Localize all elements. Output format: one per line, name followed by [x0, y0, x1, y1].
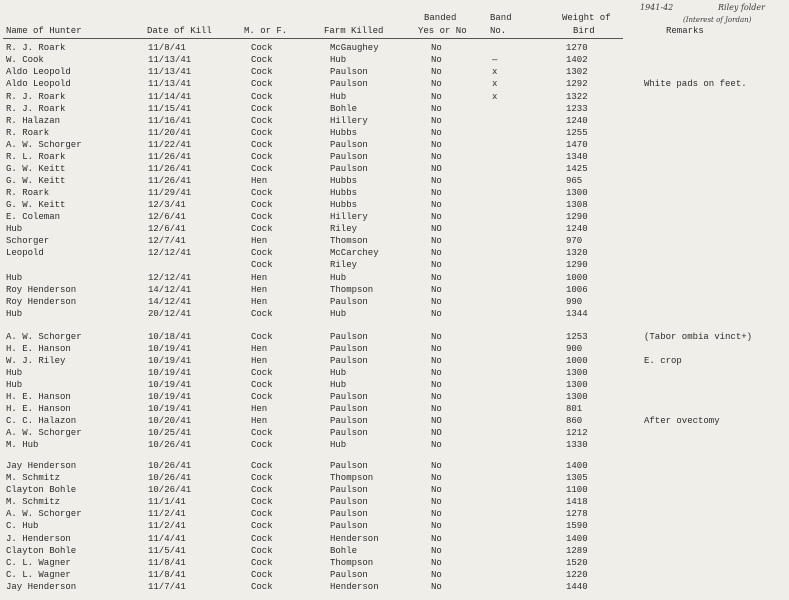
weight-cell: 1278 [566, 509, 588, 519]
date-cell: 10/19/41 [148, 392, 192, 402]
farm-cell: McGaughey [330, 43, 379, 53]
farm-cell: Bohle [330, 546, 358, 556]
farm-cell: Paulson [330, 344, 368, 354]
farm-cell: Paulson [330, 356, 368, 366]
banded-cell: No [431, 92, 442, 102]
banded-cell: No [431, 200, 442, 210]
banded-cell: No [431, 380, 442, 390]
farm-cell: Thompson [330, 285, 374, 295]
hunter-cell: Jay Henderson [6, 461, 77, 471]
sex-cell: Hen [251, 356, 268, 366]
hunter-cell: J. Henderson [6, 534, 71, 544]
farm-cell: Paulson [330, 416, 368, 426]
banded-cell: No [431, 309, 442, 319]
hunter-cell: M. Schmitz [6, 497, 61, 507]
date-cell: 20/12/41 [148, 309, 192, 319]
hunter-cell: Hub [6, 273, 23, 283]
date-cell: 11/26/41 [148, 164, 192, 174]
hunter-cell: H. E. Hanson [6, 404, 71, 414]
handwritten-folder: Riley folder [718, 3, 765, 12]
date-cell: 12/7/41 [148, 236, 186, 246]
sex-cell: Hen [251, 404, 268, 414]
weight-cell: 970 [566, 236, 583, 246]
sex-cell: Cock [251, 368, 273, 378]
date-cell: 10/19/41 [148, 380, 192, 390]
banded-cell: NO [431, 224, 442, 234]
farm-cell: Hub [330, 55, 347, 65]
date-cell: 11/20/41 [148, 128, 192, 138]
hunter-cell: R. J. Roark [6, 104, 66, 114]
sex-cell: Cock [251, 260, 273, 270]
farm-cell: Hub [330, 309, 347, 319]
header-band-2: No. [490, 26, 507, 36]
farm-cell: Thompson [330, 558, 374, 568]
weight-cell: 1590 [566, 521, 588, 531]
date-cell: 11/26/41 [148, 152, 192, 162]
date-cell: 11/16/41 [148, 116, 192, 126]
farm-cell: Paulson [330, 164, 368, 174]
header-band-1: Band [490, 13, 512, 23]
weight-cell: 1290 [566, 212, 588, 222]
sex-cell: Cock [251, 128, 273, 138]
weight-cell: 1300 [566, 368, 588, 378]
farm-cell: Paulson [330, 392, 368, 402]
date-cell: 11/26/41 [148, 176, 192, 186]
sex-cell: Cock [251, 79, 273, 89]
sex-cell: Hen [251, 236, 268, 246]
banded-cell: No [431, 212, 442, 222]
sex-cell: Cock [251, 55, 273, 65]
date-cell: 11/8/41 [148, 558, 186, 568]
hunter-cell: Aldo Leopold [6, 79, 71, 89]
date-cell: 10/19/41 [148, 344, 192, 354]
farm-cell: Paulson [330, 140, 368, 150]
date-cell: 10/26/41 [148, 440, 192, 450]
hunter-cell: C. L. Wagner [6, 558, 71, 568]
banded-cell: NO [431, 416, 442, 426]
farm-cell: Hubbs [330, 128, 358, 138]
weight-cell: 1322 [566, 92, 588, 102]
hunter-cell: Hub [6, 368, 23, 378]
hunter-cell: R. Roark [6, 188, 50, 198]
remark-cell: E. crop [644, 356, 682, 366]
header-weight-2: Bird [573, 26, 595, 36]
date-cell: 10/26/41 [148, 461, 192, 471]
sex-cell: Cock [251, 140, 273, 150]
banded-cell: No [431, 521, 442, 531]
hunter-cell: Clayton Bohle [6, 546, 77, 556]
date-cell: 11/2/41 [148, 509, 186, 519]
header-remarks: Remarks [666, 26, 704, 36]
weight-cell: 1330 [566, 440, 588, 450]
sex-cell: Cock [251, 212, 273, 222]
hunter-cell: G. W. Keitt [6, 164, 66, 174]
hunter-cell: W. Cook [6, 55, 44, 65]
hunter-cell: H. E. Hanson [6, 344, 71, 354]
band-no-cell: x [492, 79, 498, 89]
header-farm: Farm Killed [324, 26, 384, 36]
hunter-cell: A. W. Schorger [6, 332, 82, 342]
banded-cell: No [431, 344, 442, 354]
handwritten-note: (Interest of Jordan) [683, 16, 752, 24]
date-cell: 11/4/41 [148, 534, 186, 544]
farm-cell: Hub [330, 92, 347, 102]
hunter-cell: R. L. Roark [6, 152, 66, 162]
date-cell: 10/19/41 [148, 356, 192, 366]
date-cell: 14/12/41 [148, 297, 192, 307]
weight-cell: 801 [566, 404, 583, 414]
sex-cell: Cock [251, 188, 273, 198]
date-cell: 10/20/41 [148, 416, 192, 426]
remark-cell: After ovectomy [644, 416, 720, 426]
weight-cell: 965 [566, 176, 583, 186]
weight-cell: 1289 [566, 546, 588, 556]
date-cell: 11/7/41 [148, 582, 186, 592]
banded-cell: No [431, 546, 442, 556]
hunter-cell: A. W. Schorger [6, 428, 82, 438]
banded-cell: No [431, 236, 442, 246]
hunter-cell: Schorger [6, 236, 50, 246]
sex-cell: Hen [251, 416, 268, 426]
date-cell: 10/26/41 [148, 485, 192, 495]
hunter-cell: E. Coleman [6, 212, 61, 222]
farm-cell: Hillery [330, 116, 368, 126]
hunter-cell: Jay Henderson [6, 582, 77, 592]
banded-cell: No [431, 140, 442, 150]
farm-cell: Henderson [330, 534, 379, 544]
date-cell: 10/19/41 [148, 404, 192, 414]
weight-cell: 1302 [566, 67, 588, 77]
banded-cell: No [431, 128, 442, 138]
weight-cell: 1006 [566, 285, 588, 295]
banded-cell: No [431, 461, 442, 471]
header-weight-1: Weight of [562, 13, 611, 23]
farm-cell: Paulson [330, 509, 368, 519]
sex-cell: Cock [251, 43, 273, 53]
weight-cell: 1240 [566, 224, 588, 234]
farm-cell: Paulson [330, 67, 368, 77]
hunter-cell: R. J. Roark [6, 92, 66, 102]
weight-cell: 1400 [566, 534, 588, 544]
header-banded-2: Yes or No [418, 26, 467, 36]
sex-cell: Cock [251, 332, 273, 342]
weight-cell: 1340 [566, 152, 588, 162]
sex-cell: Cock [251, 104, 273, 114]
sex-cell: Cock [251, 582, 273, 592]
hunter-cell: Roy Henderson [6, 297, 77, 307]
banded-cell: No [431, 188, 442, 198]
hunter-cell: G. W. Keitt [6, 200, 66, 210]
farm-cell: Paulson [330, 79, 368, 89]
banded-cell: No [431, 79, 442, 89]
weight-cell: 1300 [566, 188, 588, 198]
banded-cell: NO [431, 164, 442, 174]
hunter-cell: W. J. Riley [6, 356, 66, 366]
banded-cell: No [431, 534, 442, 544]
hunter-cell: Hub [6, 309, 23, 319]
sex-cell: Cock [251, 152, 273, 162]
banded-cell: No [431, 285, 442, 295]
weight-cell: 1233 [566, 104, 588, 114]
band-no-cell: — [492, 55, 498, 65]
band-no-cell: x [492, 92, 498, 102]
sex-cell: Hen [251, 344, 268, 354]
date-cell: 12/6/41 [148, 224, 186, 234]
header-sex: M. or F. [244, 26, 288, 36]
header-date: Date of Kill [147, 26, 212, 36]
weight-cell: 1253 [566, 332, 588, 342]
weight-cell: 1418 [566, 497, 588, 507]
farm-cell: Hub [330, 380, 347, 390]
farm-cell: Thompson [330, 473, 374, 483]
sex-cell: Hen [251, 285, 268, 295]
farm-cell: Riley [330, 260, 358, 270]
banded-cell: No [431, 404, 442, 414]
weight-cell: 1425 [566, 164, 588, 174]
date-cell: 11/13/41 [148, 67, 192, 77]
farm-cell: Henderson [330, 582, 379, 592]
banded-cell: No [431, 509, 442, 519]
sex-cell: Cock [251, 392, 273, 402]
banded-cell: No [431, 570, 442, 580]
weight-cell: 860 [566, 416, 583, 426]
hunter-cell: Aldo Leopold [6, 67, 71, 77]
banded-cell: No [431, 558, 442, 568]
farm-cell: Paulson [330, 461, 368, 471]
banded-cell: No [431, 176, 442, 186]
hunter-cell: Clayton Bohle [6, 485, 77, 495]
remark-cell: White pads on feet. [644, 79, 747, 89]
farm-cell: Hub [330, 368, 347, 378]
farm-cell: Paulson [330, 570, 368, 580]
date-cell: 10/18/41 [148, 332, 192, 342]
header-rule [3, 38, 623, 39]
hunter-cell: A. W. Schorger [6, 509, 82, 519]
sex-cell: Cock [251, 461, 273, 471]
farm-cell: Bohle [330, 104, 358, 114]
hunter-cell: R. Halazan [6, 116, 61, 126]
hunter-cell: R. J. Roark [6, 43, 66, 53]
date-cell: 11/13/41 [148, 79, 192, 89]
sex-cell: Cock [251, 534, 273, 544]
hunter-cell: G. W. Keitt [6, 176, 66, 186]
weight-cell: 1212 [566, 428, 588, 438]
banded-cell: No [431, 152, 442, 162]
weight-cell: 1000 [566, 273, 588, 283]
weight-cell: 1300 [566, 392, 588, 402]
banded-cell: No [431, 273, 442, 283]
date-cell: 12/12/41 [148, 273, 192, 283]
sex-cell: Cock [251, 521, 273, 531]
sex-cell: Cock [251, 497, 273, 507]
farm-cell: Riley [330, 224, 358, 234]
weight-cell: 1300 [566, 380, 588, 390]
header-banded-1: Banded [424, 13, 457, 23]
sex-cell: Hen [251, 176, 268, 186]
header-hunter: Name of Hunter [6, 26, 82, 36]
hunter-cell: Hub [6, 224, 23, 234]
farm-cell: Hubbs [330, 188, 358, 198]
banded-cell: No [431, 55, 442, 65]
weight-cell: 1100 [566, 485, 588, 495]
date-cell: 11/13/41 [148, 55, 192, 65]
sex-cell: Cock [251, 200, 273, 210]
banded-cell: NO [431, 428, 442, 438]
weight-cell: 1292 [566, 79, 588, 89]
farm-cell: Paulson [330, 485, 368, 495]
sex-cell: Cock [251, 473, 273, 483]
hunter-cell: Leopold [6, 248, 44, 258]
date-cell: 11/29/41 [148, 188, 192, 198]
farm-cell: Paulson [330, 428, 368, 438]
farm-cell: Hub [330, 273, 347, 283]
sex-cell: Cock [251, 485, 273, 495]
hunter-cell: H. E. Hanson [6, 392, 71, 402]
band-no-cell: x [492, 67, 498, 77]
farm-cell: Hub [330, 440, 347, 450]
weight-cell: 900 [566, 344, 583, 354]
banded-cell: No [431, 260, 442, 270]
hunter-cell: C. C. Halazon [6, 416, 77, 426]
date-cell: 11/8/41 [148, 570, 186, 580]
banded-cell: No [431, 297, 442, 307]
weight-cell: 1400 [566, 461, 588, 471]
hunter-cell: M. Hub [6, 440, 39, 450]
weight-cell: 1270 [566, 43, 588, 53]
banded-cell: No [431, 368, 442, 378]
hunter-cell: Roy Henderson [6, 285, 77, 295]
weight-cell: 1470 [566, 140, 588, 150]
sex-cell: Cock [251, 309, 273, 319]
hunter-cell: R. Roark [6, 128, 50, 138]
banded-cell: No [431, 392, 442, 402]
date-cell: 11/5/41 [148, 546, 186, 556]
sex-cell: Cock [251, 509, 273, 519]
sex-cell: Cock [251, 248, 273, 258]
handwritten-year: 1941-42 [640, 3, 674, 12]
date-cell: 14/12/41 [148, 285, 192, 295]
weight-cell: 1305 [566, 473, 588, 483]
farm-cell: Paulson [330, 404, 368, 414]
date-cell: 11/14/41 [148, 92, 192, 102]
date-cell: 11/8/41 [148, 43, 186, 53]
banded-cell: No [431, 582, 442, 592]
banded-cell: No [431, 104, 442, 114]
farm-cell: Paulson [330, 297, 368, 307]
weight-cell: 1440 [566, 582, 588, 592]
weight-cell: 1290 [566, 260, 588, 270]
sex-cell: Hen [251, 273, 268, 283]
date-cell: 10/25/41 [148, 428, 192, 438]
sex-cell: Cock [251, 558, 273, 568]
banded-cell: No [431, 485, 442, 495]
weight-cell: 1344 [566, 309, 588, 319]
weight-cell: 1240 [566, 116, 588, 126]
farm-cell: Hubbs [330, 200, 358, 210]
sex-cell: Hen [251, 297, 268, 307]
date-cell: 10/19/41 [148, 368, 192, 378]
farm-cell: Hubbs [330, 176, 358, 186]
hunter-cell: C. L. Wagner [6, 570, 71, 580]
farm-cell: Paulson [330, 521, 368, 531]
sex-cell: Cock [251, 116, 273, 126]
sex-cell: Cock [251, 164, 273, 174]
weight-cell: 1520 [566, 558, 588, 568]
date-cell: 12/3/41 [148, 200, 186, 210]
sex-cell: Cock [251, 92, 273, 102]
weight-cell: 1402 [566, 55, 588, 65]
weight-cell: 1320 [566, 248, 588, 258]
weight-cell: 1255 [566, 128, 588, 138]
banded-cell: No [431, 248, 442, 258]
banded-cell: No [431, 43, 442, 53]
hunter-cell: M. Schmitz [6, 473, 61, 483]
sex-cell: Cock [251, 440, 273, 450]
date-cell: 11/22/41 [148, 140, 192, 150]
farm-cell: Paulson [330, 152, 368, 162]
farm-cell: Paulson [330, 497, 368, 507]
banded-cell: No [431, 332, 442, 342]
weight-cell: 990 [566, 297, 583, 307]
sex-cell: Cock [251, 224, 273, 234]
weight-cell: 1308 [566, 200, 588, 210]
banded-cell: No [431, 473, 442, 483]
banded-cell: No [431, 356, 442, 366]
hunter-cell: A. W. Schorger [6, 140, 82, 150]
hunter-cell: Hub [6, 380, 23, 390]
weight-cell: 1000 [566, 356, 588, 366]
sex-cell: Cock [251, 570, 273, 580]
hunter-cell: C. Hub [6, 521, 39, 531]
date-cell: 11/1/41 [148, 497, 186, 507]
date-cell: 12/6/41 [148, 212, 186, 222]
date-cell: 11/2/41 [148, 521, 186, 531]
banded-cell: No [431, 116, 442, 126]
farm-cell: Hillery [330, 212, 368, 222]
weight-cell: 1220 [566, 570, 588, 580]
date-cell: 10/26/41 [148, 473, 192, 483]
date-cell: 11/15/41 [148, 104, 192, 114]
banded-cell: No [431, 497, 442, 507]
farm-cell: McCarchey [330, 248, 379, 258]
banded-cell: No [431, 67, 442, 77]
date-cell: 12/12/41 [148, 248, 192, 258]
farm-cell: Thomson [330, 236, 368, 246]
sex-cell: Cock [251, 546, 273, 556]
remark-cell: (Tabor ombia vinct+) [644, 332, 753, 342]
sex-cell: Cock [251, 380, 273, 390]
banded-cell: No [431, 440, 442, 450]
sex-cell: Cock [251, 428, 273, 438]
farm-cell: Paulson [330, 332, 368, 342]
sex-cell: Cock [251, 67, 273, 77]
